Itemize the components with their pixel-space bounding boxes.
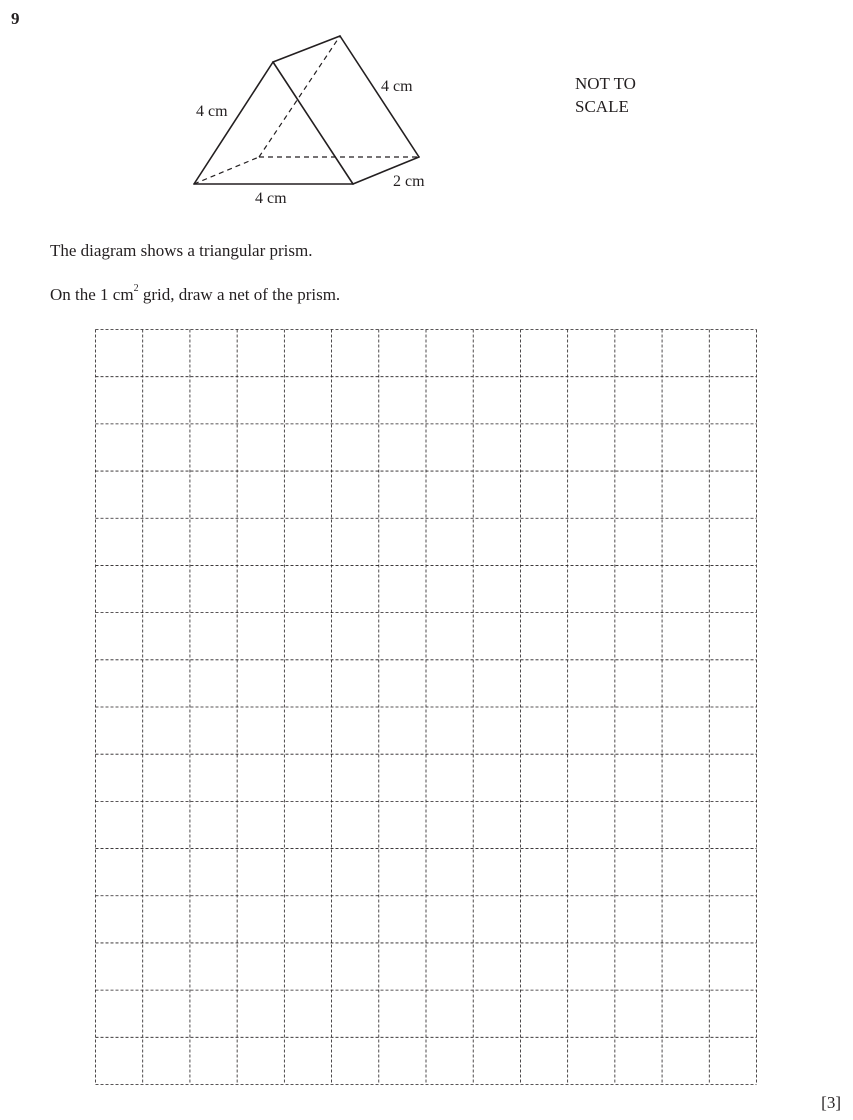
label-depth: 2 cm (393, 173, 425, 190)
label-base-front: 4 cm (255, 190, 287, 207)
instruction-prefix: On the 1 cm (50, 285, 134, 304)
instruction-superscript: 2 (133, 283, 139, 294)
marks-allocation: [3] (821, 1093, 841, 1112)
not-to-scale-line-1: NOT TO (575, 74, 636, 93)
label-left-slant: 4 cm (196, 103, 228, 120)
not-to-scale-line-2: SCALE (575, 97, 629, 116)
label-top-back: 4 cm (381, 78, 413, 95)
instruction-suffix: grid, draw a net of the prism. (138, 285, 341, 304)
question-statement: The diagram shows a triangular prism. (50, 241, 313, 260)
question-number: 9 (11, 9, 20, 28)
